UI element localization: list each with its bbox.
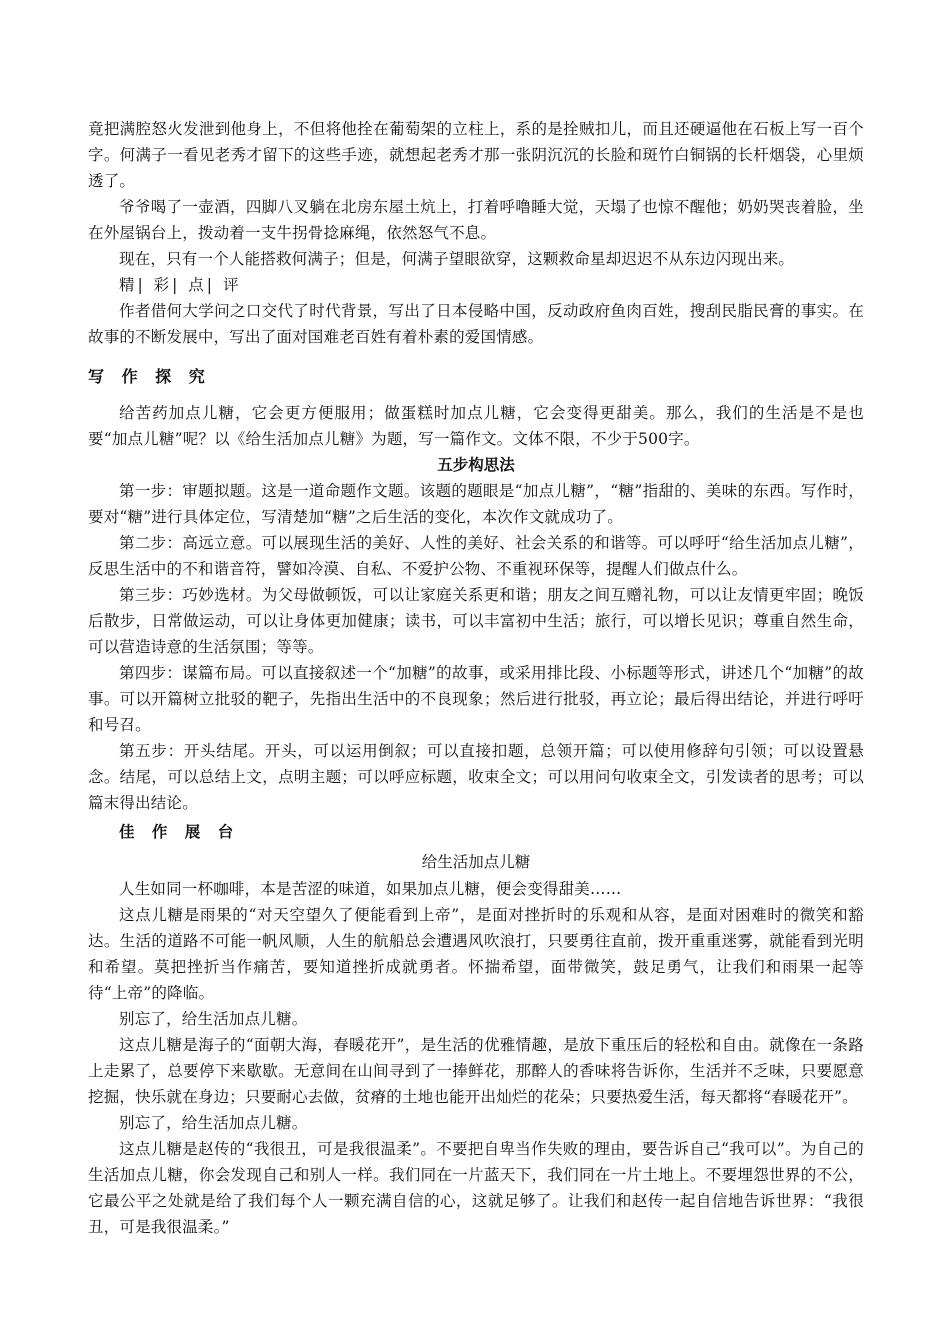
step-1: 第一步：审题拟题。这是一道命题作文题。该题的题眼是“加点儿糖”，“糖”指甜的、美味的东西。写作时，要对“糖”进行具体定位，写清楚加“糖”之后生活的变化，本次作文就成功了。 [88, 482, 864, 526]
essay-paragraph: 这点儿糖是雨果的“对天空望久了便能看到上帝”，是面对挫折时的乐观和从容，是面对困难时的微笑和豁达。生活的道路不可能一帆风顺，人生的航船总会遭遇风吹浪打，只要勇往直前，拨开重重迷雾，就能看到光明和希望。莫把挫折当作痛苦，要知道挫折成就勇者。怀揣希望，面带微笑，鼓足勇气，让我们和雨果一起等待“上帝”的降临。 [88, 906, 864, 1002]
step-3: 第三步：巧妙选材。为父母做顿饭，可以让家庭关系更和谐；朋友之间互赠礼物，可以让友情更牢固；晚饭后散步，日常做运动，可以让身体更加健康；读书，可以丰富初中生活；旅行，可以增长见识；尊重自然生命，可以营造诗意的生活氛围；等等。 [88, 586, 864, 656]
essay-paragraph: 别忘了，给生活加点儿糖。 [119, 1010, 308, 1028]
story-paragraph-2: 爷爷喝了一壶酒，四脚八叉躺在北房东屋土炕上，打着呼噜睡大觉，天塌了也惊不醒他；奶奶哭丧着脸，坐在外屋锅台上，拨动着一支牛拐骨捻麻绳，依然怒气不息。 [88, 198, 864, 242]
showcase-heading: 佳 作 展 台 [119, 823, 240, 841]
essay-paragraph: 这点儿糖是海子的“面朝大海，春暖花开”，是生活的优雅情趣，是放下重压后的轻松和自由。就像在一条路上走累了，总要停下来歇歇。无意间在山间寻到了一捧鲜花，那醉人的香味将告诉你，生活并不乏味，只要愿意挖掘，快乐就在身边；只要耐心去做，贫瘠的土地也能开出灿烂的花朵；只要热爱生活，每天都将“春暖花开”。 [88, 1036, 864, 1106]
method-heading: 五步构思法 [437, 456, 515, 474]
commentary-label: 精| 彩| 点| 评 [119, 276, 242, 294]
essay-title: 给生活加点儿糖 [421, 853, 531, 871]
essay-paragraph: 人生如同一杯咖啡，本是苦涩的味道，如果加点儿糖，便会变得甜美…… [119, 880, 622, 898]
document-page [88, 116, 864, 1240]
writing-section-heading: 写 作 探 究 [88, 367, 211, 386]
story-paragraph-3: 现在，只有一个人能搭救何满子；但是，何满子望眼欲穿，这颗救命星却迟迟不从东边闪现出来。 [119, 250, 795, 268]
writing-prompt: 给苦药加点儿糖，它会更方便服用；做蛋糕时加点儿糖，它会变得更甜美。那么，我们的生活是不是也要“加点儿糖”呢？以《给生活加点儿糖》为题，写一篇作文。文体不限，不少于500字。 [88, 404, 864, 448]
essay-paragraph: 别忘了，给生活加点儿糖。 [119, 1114, 308, 1132]
story-paragraph-1: 竟把满腔怒火发泄到他身上，不但将他拴在葡萄架的立柱上，系的是拴贼扣儿，而且还硬逼他在石板上写一百个字。何满子一看见老秀才留下的这些手迹，就想起老秀才那一张阴沉沉的长脸和斑竹白铜锅的长杆烟袋，心里烦透了。 [88, 120, 864, 190]
essay-paragraph: 这点儿糖是赵传的“我很丑，可是我很温柔”。不要把自卑当作失败的理由，要告诉自己“我可以”。为自己的生活加点儿糖，你会发现自己和别人一样。我们同在一片蓝天下，我们同在一片土地上。不要埋怨世界的不公，它最公平之处就是给了我们每个人一颗充满自信的心，这就足够了。让我们和赵传一起自信地告诉世界：“我很丑，可是我很温柔。” [88, 1140, 864, 1236]
step-5: 第五步：开头结尾。开头，可以运用倒叙；可以直接扣题，总领开篇；可以使用修辞句引领；可以设置悬念。结尾，可以总结上文，点明主题；可以呼应标题，收束全文；可以用问句收束全文，引发读者的思考；可以篇末得出结论。 [88, 742, 864, 812]
step-4: 第四步：谋篇布局。可以直接叙述一个“加糖”的故事，或采用排比段、小标题等形式，讲述几个“加糖”的故事。可以开篇树立批驳的靶子，先指出生活中的不良现象；然后进行批驳，再立论；最后得出结论，并进行呼吁和号召。 [88, 664, 864, 734]
step-2: 第二步：高远立意。可以展现生活的美好、人性的美好、社会关系的和谐等。可以呼吁“给生活加点儿糖”，反思生活中的不和谐音符，譬如冷漠、自私、不爱护公物、不重视环保等，提醒人们做点什么。 [88, 534, 864, 578]
commentary-text: 作者借何大学问之口交代了时代背景，写出了日本侵略中国，反动政府鱼肉百姓，搜刮民脂民膏的事实。在故事的不断发展中，写出了面对国难老百姓有着朴素的爱国情感。 [88, 302, 864, 346]
